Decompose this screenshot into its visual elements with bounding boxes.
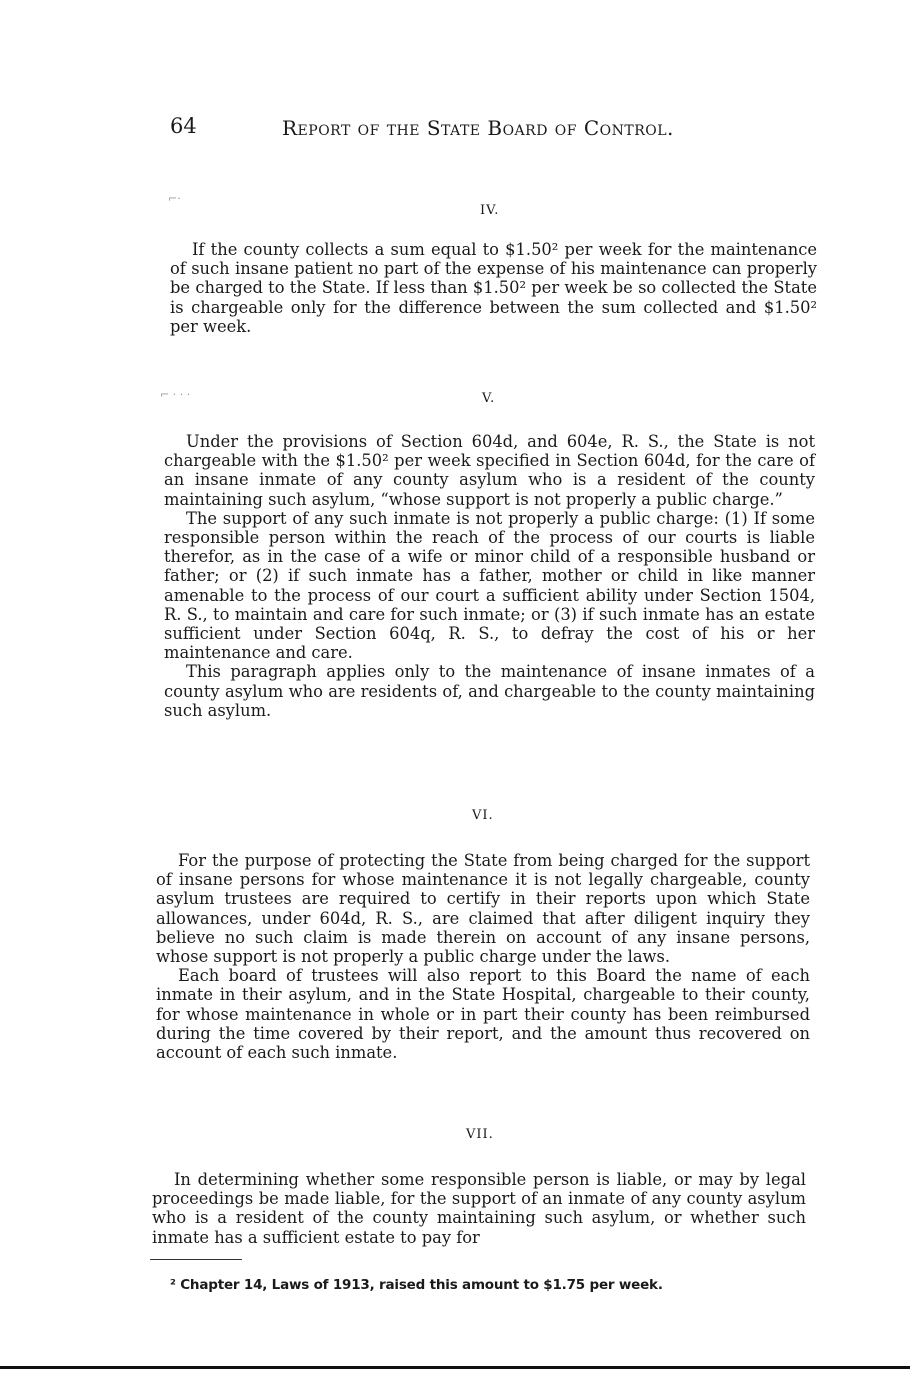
scan-mark: ⌐ · · · bbox=[160, 388, 191, 401]
paragraph: If the county collects a sum equal to $1.50² per week for the maintenance of such insane patient no part of the expense of his maintenance can properly be charged to the State. If less than $1.50² per week be so collected the State is chargeable only for the difference between the sum collected and $1.50² per week. bbox=[170, 240, 817, 336]
section-v-body bbox=[164, 432, 815, 720]
section-numeral-vii: VII. bbox=[466, 1127, 494, 1142]
paragraph: This paragraph applies only to the maintenance of insane inmates of a county asylum who are residents of, and chargeable to the county maintaining such asylum. bbox=[164, 662, 815, 720]
section-vi-body bbox=[156, 851, 810, 1062]
page-bottom-edge bbox=[0, 1366, 910, 1369]
footnote: ² Chapter 14, Laws of 1913, raised this amount to $1.75 per week. bbox=[170, 1277, 663, 1293]
section-iv-body bbox=[170, 240, 817, 336]
scan-mark: ⌐· bbox=[168, 192, 181, 205]
paragraph: For the purpose of protecting the State from being charged for the support of insane persons for whose maintenance it is not legally chargeable, county asylum trustees are required to certify in their reports upon which State allowances, under 604d, R. S., are claimed that after diligent inquiry they believe no such claim is made therein on account of any insane persons, whose support is not properly a public charge under the laws. bbox=[156, 851, 810, 967]
section-numeral-v: V. bbox=[482, 391, 496, 406]
section-numeral-iv: IV. bbox=[480, 203, 500, 218]
paragraph: The support of any such inmate is not properly a public charge: (1) If some responsible person within the reach of the process of our courts is liable therefor, as in the case of a wife or minor child of a responsible husband or father; or (2) if such inmate has a father, mother or child in like manner amenable to the process of our court a sufficient ability under Section 1504, R. S., to maintain and care for such inmate; or (3) if such inmate has an estate sufficient under Section 604q, R. S., to defray the cost of his or her maintenance and care. bbox=[164, 508, 815, 663]
page-number: 64 bbox=[170, 114, 197, 138]
paragraph: In determining whether some responsible person is liable, or may by legal proceedings be made liable, for the support of an inmate of any county asylum who is a resident of the county maintaining such asylum, or whether such inmate has a sufficient estate to pay for bbox=[152, 1170, 806, 1247]
running-head: Report of the State Board of Control. bbox=[282, 116, 674, 140]
paragraph: Under the provisions of Section 604d, and 604e, R. S., the State is not chargeable with the $1.50² per week specified in Section 604d, for the care of an insane inmate of any county asylum who is a resident of the county maintaining such asylum, “whose support is not properly a public charge.” bbox=[164, 432, 815, 509]
paragraph: Each board of trustees will also report to this Board the name of each inmate in their asylum, and in the State Hospital, chargeable to their county, for whose maintenance in whole or in part their county has been reimbursed during the time covered by their report, and the amount thus recovered on account of each such inmate. bbox=[156, 966, 810, 1063]
section-numeral-vi: VI. bbox=[472, 808, 494, 823]
footnote-rule bbox=[150, 1259, 242, 1260]
section-vii-body bbox=[152, 1170, 806, 1247]
